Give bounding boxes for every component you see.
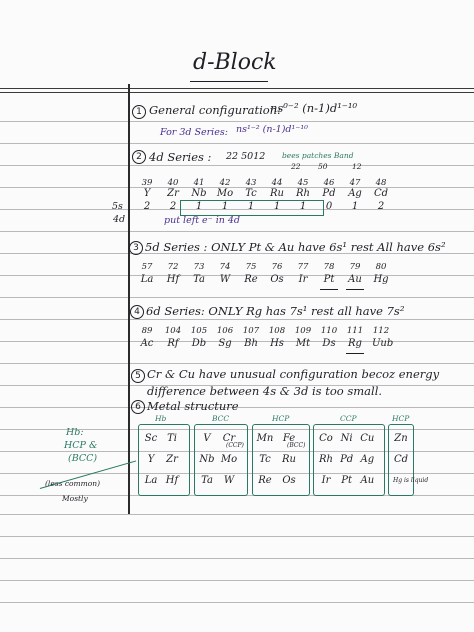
element-symbol: Cu bbox=[360, 433, 375, 444]
structure-annotation: (CCP) bbox=[226, 442, 244, 449]
element-symbol: Ta bbox=[201, 475, 213, 486]
element-symbol: Sg bbox=[218, 338, 232, 349]
page-title: d-Block bbox=[193, 50, 277, 75]
series3d-label: For 3d Series: bbox=[160, 127, 228, 138]
s-electron-count: 0 bbox=[325, 201, 333, 212]
element-symbol: Ac bbox=[140, 338, 154, 349]
s-electron-count: 1 bbox=[351, 201, 359, 212]
element-symbol: V bbox=[203, 433, 211, 444]
row-label-4d: 4d bbox=[113, 214, 126, 225]
s-electron-count: 1 bbox=[299, 201, 307, 212]
item-number: 1 bbox=[132, 105, 146, 119]
element-symbol: Re bbox=[258, 475, 272, 486]
atomic-number: 44 bbox=[271, 178, 283, 188]
element-symbol: Rh bbox=[296, 188, 310, 199]
element-symbol: Pt bbox=[323, 274, 335, 285]
underline-mark bbox=[346, 353, 364, 354]
element-symbol: Au bbox=[348, 274, 362, 285]
element-symbol: Ag bbox=[348, 188, 362, 199]
element-symbol: Nb bbox=[199, 454, 215, 465]
side-note-line: Hb: bbox=[66, 427, 84, 438]
general-formula: ns⁰⁻² (n-1)d¹⁻¹⁰ bbox=[270, 101, 358, 115]
atomic-number: 41 bbox=[193, 178, 205, 188]
element-symbol: W bbox=[219, 274, 231, 285]
item-number: 5 bbox=[131, 369, 145, 383]
metal-label: Metal structure bbox=[147, 399, 239, 413]
side-note-line: (less common) bbox=[45, 479, 101, 488]
item-number: 6 bbox=[131, 400, 145, 414]
ruled-line bbox=[0, 165, 474, 166]
mnemonic-number: 12 bbox=[352, 162, 362, 171]
element-symbol: Rg bbox=[348, 338, 362, 349]
ruled-line bbox=[0, 88, 474, 89]
element-symbol: Cd bbox=[393, 454, 409, 465]
item-number: 4 bbox=[130, 305, 144, 319]
atomic-number: 42 bbox=[219, 178, 231, 188]
ruled-line bbox=[0, 143, 474, 144]
element-symbol: Ru bbox=[282, 454, 296, 465]
element-symbol: Ta bbox=[193, 274, 205, 285]
s-electron-count: 2 bbox=[143, 201, 151, 212]
atomic-number: 112 bbox=[372, 326, 390, 336]
item-number: 2 bbox=[132, 150, 146, 164]
item-number: 3 bbox=[129, 241, 143, 255]
element-symbol: Y bbox=[147, 454, 155, 465]
ruled-line bbox=[0, 275, 474, 276]
element-symbol: Co bbox=[319, 433, 333, 444]
element-symbol: Mo bbox=[216, 188, 234, 199]
ruled-line bbox=[0, 121, 474, 122]
ruled-line bbox=[0, 514, 474, 515]
ruled-line bbox=[0, 363, 474, 364]
series5d-label: 5d Series : ONLY Pt & Au have 6s¹ rest All have 6s² bbox=[145, 240, 446, 254]
element-symbol: Ir bbox=[321, 475, 331, 486]
ruled-line bbox=[0, 558, 474, 559]
element-symbol: Y bbox=[143, 188, 151, 199]
element-symbol: Mn bbox=[256, 433, 274, 444]
element-symbol: Pd bbox=[340, 454, 354, 465]
atomic-number: 73 bbox=[193, 262, 205, 272]
element-symbol: Mt bbox=[295, 338, 311, 349]
structure-annotation: (BCC) bbox=[287, 442, 306, 449]
ruled-line bbox=[0, 297, 474, 298]
element-symbol: Nb bbox=[191, 188, 207, 199]
atomic-number: 75 bbox=[245, 262, 257, 272]
element-symbol: Rh bbox=[319, 454, 333, 465]
atomic-number: 107 bbox=[242, 326, 260, 336]
row-label-5s: 5s bbox=[112, 201, 123, 212]
element-symbol: Os bbox=[270, 274, 284, 285]
series6d-label: 6d Series: ONLY Rg has 7s¹ rest all have 7s² bbox=[146, 304, 405, 318]
underline-mark bbox=[320, 289, 338, 290]
element-symbol: Bh bbox=[244, 338, 258, 349]
atomic-number: 39 bbox=[141, 178, 153, 188]
element-symbol: Fe bbox=[282, 433, 296, 444]
atomic-number: 106 bbox=[216, 326, 234, 336]
structure-header: BCC bbox=[212, 414, 230, 423]
atomic-number: 108 bbox=[268, 326, 286, 336]
atomic-number: 89 bbox=[141, 326, 153, 336]
element-symbol: Hg bbox=[373, 274, 389, 285]
element-symbol: Ds bbox=[322, 338, 336, 349]
element-symbol: Db bbox=[191, 338, 207, 349]
margin-line bbox=[128, 84, 130, 514]
atomic-number: 111 bbox=[346, 326, 364, 336]
ruled-line bbox=[0, 187, 474, 188]
s-electron-count: 1 bbox=[273, 201, 281, 212]
s-electron-box bbox=[180, 200, 324, 216]
ruled-line bbox=[0, 92, 474, 93]
atomic-number: 76 bbox=[271, 262, 283, 272]
element-symbol: Re bbox=[244, 274, 258, 285]
element-symbol: La bbox=[144, 475, 158, 486]
element-symbol: Hf bbox=[165, 475, 179, 486]
element-symbol: Pd bbox=[322, 188, 336, 199]
element-symbol: Zn bbox=[394, 433, 408, 444]
underline-mark bbox=[346, 289, 364, 290]
structure-header: HCP bbox=[392, 414, 410, 423]
element-symbol: Zr bbox=[167, 188, 179, 199]
structure-header: HCP bbox=[272, 414, 290, 423]
element-symbol: Hs bbox=[270, 338, 284, 349]
atomic-number: 57 bbox=[141, 262, 153, 272]
general-label: General configuration: bbox=[149, 103, 281, 117]
mnemonic-number: 22 bbox=[291, 162, 301, 171]
atomic-number: 72 bbox=[167, 262, 179, 272]
element-symbol: Tc bbox=[259, 454, 271, 465]
atomic-number: 43 bbox=[245, 178, 257, 188]
series3d-formula: ns¹⁻² (n-1)d¹⁻¹⁰ bbox=[236, 124, 308, 135]
series4d-footnote: put left e⁻ in 4d bbox=[164, 215, 241, 226]
element-symbol: Ti bbox=[167, 433, 177, 444]
atomic-number: 79 bbox=[349, 262, 361, 272]
side-note-line: HCP & bbox=[64, 440, 98, 451]
atomic-number: 78 bbox=[323, 262, 335, 272]
element-symbol: W bbox=[223, 475, 235, 486]
element-symbol: Os bbox=[282, 475, 296, 486]
ruled-line bbox=[0, 580, 474, 581]
atomic-number: 46 bbox=[323, 178, 335, 188]
s-electron-count: 2 bbox=[377, 201, 385, 212]
ruled-line bbox=[0, 231, 474, 232]
ruled-line bbox=[0, 319, 474, 320]
element-symbol: Uub bbox=[372, 338, 394, 349]
ruled-line bbox=[0, 536, 474, 537]
atomic-number: 48 bbox=[375, 178, 387, 188]
title-underline bbox=[190, 81, 268, 82]
note5-line2: difference between 4s & 3d is too small. bbox=[147, 384, 383, 398]
ruled-line bbox=[0, 602, 474, 603]
element-symbol: La bbox=[140, 274, 154, 285]
side-note-line: (BCC) bbox=[68, 453, 98, 464]
s-electron-count: 1 bbox=[221, 201, 229, 212]
element-symbol: Ir bbox=[298, 274, 308, 285]
structure-header: CCP bbox=[340, 414, 357, 423]
element-symbol: Ru bbox=[270, 188, 284, 199]
element-symbol: Cd bbox=[373, 188, 389, 199]
element-symbol: Au bbox=[360, 475, 375, 486]
s-electron-count: 1 bbox=[195, 201, 203, 212]
s-electron-count: 2 bbox=[169, 201, 177, 212]
atomic-number: 45 bbox=[297, 178, 309, 188]
note5-line1: Cr & Cu have unusual configuration becoz energy bbox=[147, 367, 440, 381]
element-symbol: Ag bbox=[360, 454, 375, 465]
atomic-number: 40 bbox=[167, 178, 179, 188]
atomic-number: 104 bbox=[164, 326, 182, 336]
atomic-number: 47 bbox=[349, 178, 361, 188]
element-symbol: Pt bbox=[341, 475, 353, 486]
mnemonic-number: 50 bbox=[318, 162, 328, 171]
atomic-number: 110 bbox=[320, 326, 338, 336]
element-symbol: Sc bbox=[144, 433, 158, 444]
side-note-line: Mostly bbox=[62, 494, 88, 503]
series4d-label: 4d Series : bbox=[149, 150, 212, 164]
s-electron-count: 1 bbox=[247, 201, 255, 212]
atomic-number: 109 bbox=[294, 326, 312, 336]
ruled-line bbox=[0, 341, 474, 342]
atomic-number: 80 bbox=[375, 262, 387, 272]
element-symbol: Zr bbox=[166, 454, 178, 465]
atomic-number: 77 bbox=[297, 262, 309, 272]
element-symbol: Tc bbox=[245, 188, 257, 199]
structure-annotation: Hg is liquid bbox=[393, 477, 429, 484]
element-symbol: Mo bbox=[220, 454, 238, 465]
element-symbol: Hf bbox=[166, 274, 180, 285]
atomic-number: 105 bbox=[190, 326, 208, 336]
structure-header: Hb bbox=[155, 414, 167, 423]
element-symbol: Rf bbox=[167, 338, 179, 349]
element-symbol: Cr bbox=[222, 433, 236, 444]
mnemonic-note: bees patches Band bbox=[282, 151, 354, 160]
atomic-number: 74 bbox=[219, 262, 231, 272]
element-symbol: Ni bbox=[340, 433, 353, 444]
series4d-exceptions: 22 5012 bbox=[226, 151, 266, 162]
